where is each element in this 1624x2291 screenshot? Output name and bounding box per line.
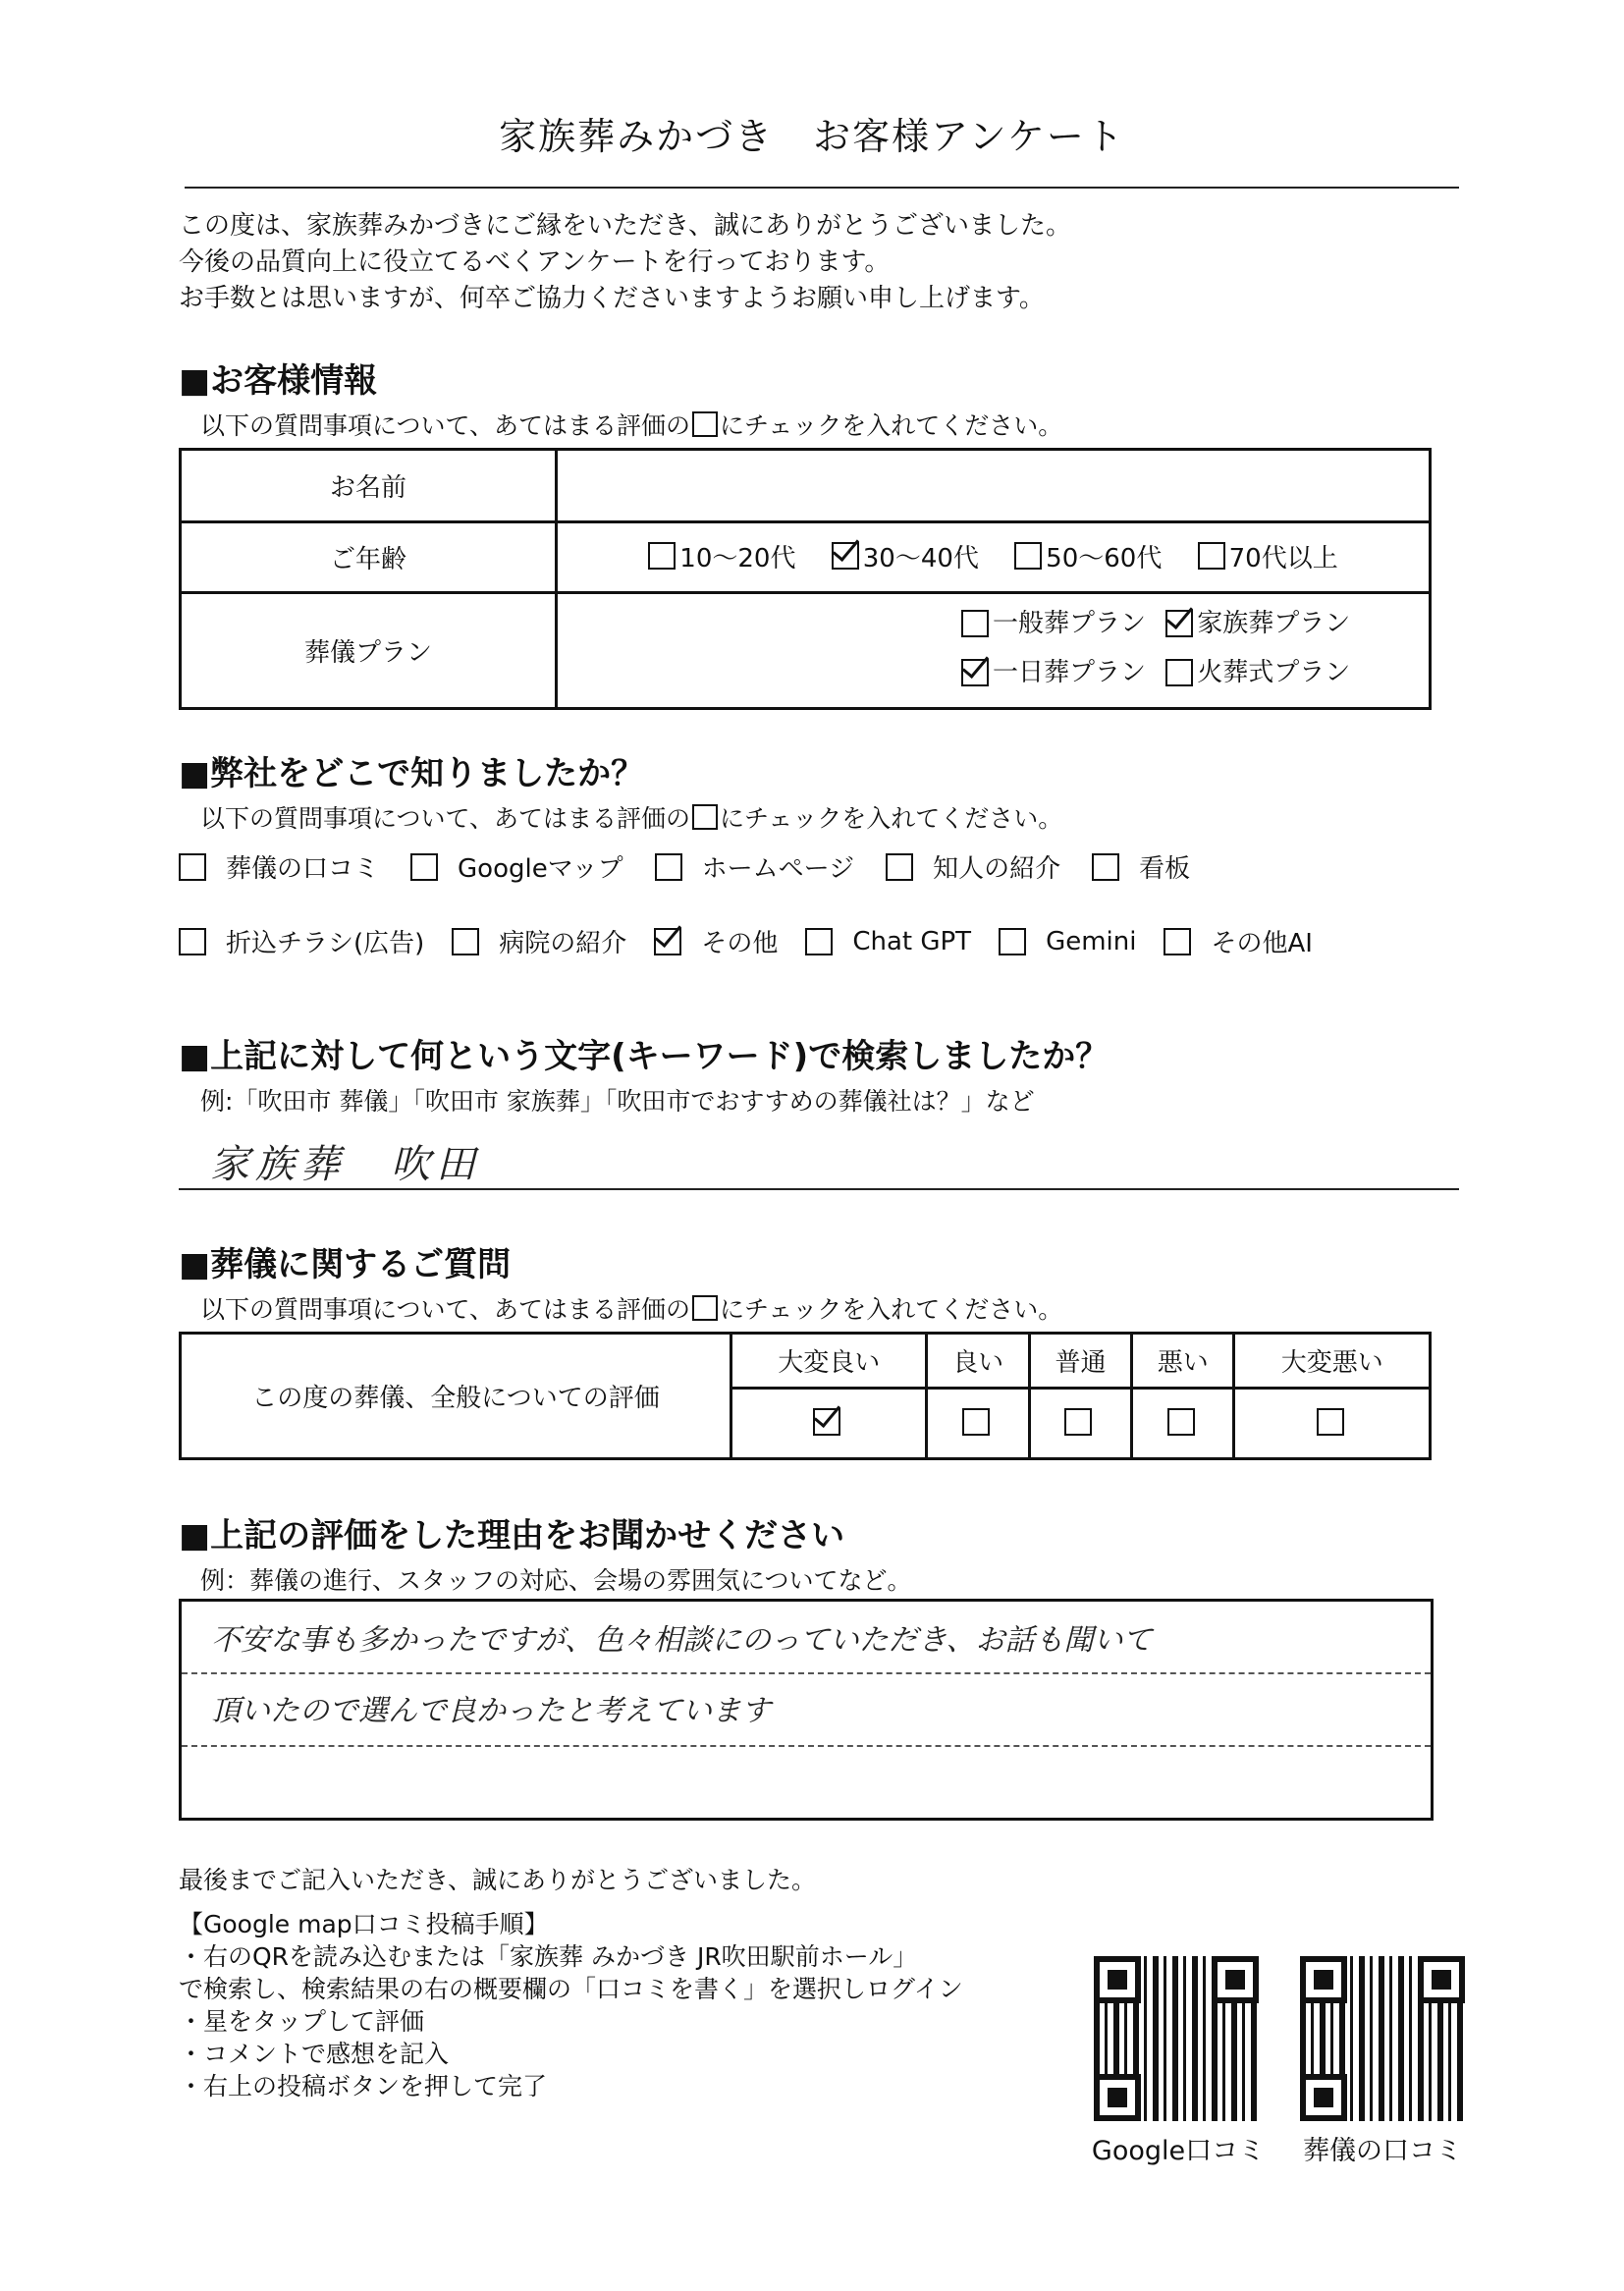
checkbox-icon[interactable] bbox=[805, 928, 833, 955]
customer-info-table bbox=[179, 448, 1432, 710]
checkbox-icon[interactable] bbox=[1014, 542, 1042, 570]
source-option-gemini[interactable] bbox=[999, 923, 1136, 959]
rating-col-average: 普通 bbox=[1029, 1334, 1131, 1389]
option-label: 50～60代 bbox=[1046, 543, 1163, 573]
reason-example: 例：葬儀の進行、スタッフの対応、会場の雰囲気についてなど。 bbox=[200, 1566, 912, 1595]
reason-handwritten-line-2: 頂いたので選んで良かったと考えています bbox=[211, 1694, 771, 1728]
rating-question: この度の葬儀、全般についての評価 bbox=[181, 1334, 731, 1459]
source-option-signboard[interactable] bbox=[1092, 848, 1190, 885]
rating-cell-average bbox=[1029, 1389, 1131, 1459]
checkbox-checked-icon[interactable] bbox=[813, 1408, 840, 1436]
checkbox-icon[interactable] bbox=[179, 853, 206, 881]
source-option-reviews[interactable] bbox=[179, 848, 379, 885]
instruction-text: 以下の質問事項について、あてはまる評価の bbox=[200, 804, 691, 833]
plan-label: 葬儀プラン bbox=[181, 593, 557, 709]
checkbox-icon[interactable] bbox=[999, 928, 1026, 955]
name-field[interactable] bbox=[557, 450, 1431, 522]
option-label: 一般葬プラン bbox=[993, 608, 1147, 638]
name-label: お名前 bbox=[181, 450, 557, 522]
checkbox-sample-icon bbox=[692, 804, 718, 830]
checkbox-checked-icon[interactable] bbox=[832, 542, 859, 570]
customer-info-instruction bbox=[200, 407, 1062, 442]
checkbox-sample-icon bbox=[692, 1295, 718, 1321]
rating-cell-good bbox=[927, 1389, 1029, 1459]
option-label: 10～20代 bbox=[679, 543, 796, 573]
plan-option-family[interactable] bbox=[1165, 602, 1350, 645]
source-option-hospital[interactable] bbox=[452, 923, 626, 959]
rating-col-very-good: 大変良い bbox=[731, 1334, 927, 1389]
rating-cell-very-bad bbox=[1234, 1389, 1431, 1459]
rating-heading: ■葬儀に関するご質問 bbox=[179, 1245, 512, 1284]
checkbox-icon[interactable] bbox=[962, 1408, 990, 1436]
checkbox-checked-icon[interactable] bbox=[1165, 610, 1193, 637]
checkbox-checked-icon[interactable] bbox=[961, 659, 989, 686]
option-label: 看板 bbox=[1139, 854, 1191, 884]
source-heading: ■弊社をどこで知りましたか？ bbox=[179, 754, 645, 793]
page-title: 家族葬みかづき お客様アンケート bbox=[499, 115, 1125, 158]
checkbox-icon[interactable] bbox=[410, 853, 438, 881]
footer-text bbox=[179, 1864, 963, 2102]
option-label: 70代以上 bbox=[1228, 543, 1338, 573]
reason-answer-box[interactable] bbox=[179, 1599, 1434, 1821]
intro-line-1: この度は、家族葬みかづきにご縁をいただき、誠にありがとうございました。 bbox=[179, 211, 1071, 241]
keyword-handwritten-answer[interactable]: 家族葬 吹田 bbox=[210, 1142, 481, 1187]
option-label: 火葬式プラン bbox=[1197, 657, 1351, 687]
checkbox-sample-icon bbox=[692, 411, 718, 437]
guide-title: 【Google map口コミ投稿手順】 bbox=[179, 1910, 549, 1938]
checkbox-icon[interactable] bbox=[1165, 659, 1193, 686]
plan-option-cremation[interactable] bbox=[1165, 651, 1350, 694]
plan-option-general[interactable] bbox=[961, 602, 1158, 645]
age-options bbox=[557, 522, 1431, 593]
rating-col-bad: 悪い bbox=[1132, 1334, 1234, 1389]
customer-info-heading: ■お客様情報 bbox=[179, 361, 378, 401]
instruction-text: にチェックを入れてください。 bbox=[720, 804, 1063, 833]
source-option-referral[interactable] bbox=[886, 848, 1060, 885]
reason-handwritten-line-1: 不安な事も多かったですが、色々相談にのっていただき、お話も聞いて bbox=[211, 1623, 1153, 1658]
checkbox-icon[interactable] bbox=[1064, 1408, 1092, 1436]
plan-options bbox=[557, 593, 1431, 709]
rating-col-very-bad: 大変悪い bbox=[1234, 1334, 1431, 1389]
source-option-other[interactable] bbox=[654, 923, 778, 959]
guide-step-4: ・右上の投稿ボタンを押して完了 bbox=[179, 2072, 548, 2100]
age-label: ご年齢 bbox=[181, 522, 557, 593]
option-label: Chat GPT bbox=[852, 926, 972, 956]
google-review-qr-label: Google口コミ bbox=[1091, 2136, 1266, 2166]
instruction-text: 以下の質問事項について、あてはまる評価の bbox=[200, 1295, 691, 1324]
option-label: 30～40代 bbox=[862, 543, 979, 573]
source-option-homepage[interactable] bbox=[655, 848, 854, 885]
plan-option-one-day[interactable] bbox=[961, 651, 1158, 694]
option-label: 一日葬プラン bbox=[993, 657, 1147, 687]
source-option-chatgpt[interactable] bbox=[805, 923, 971, 959]
option-label: その他 bbox=[701, 929, 779, 958]
option-label: 病院の紹介 bbox=[499, 929, 627, 958]
option-label: 家族葬プラン bbox=[1197, 608, 1351, 638]
option-label: Googleマップ bbox=[458, 854, 623, 884]
age-option-30-40[interactable] bbox=[832, 538, 979, 574]
instruction-text: にチェックを入れてください。 bbox=[720, 411, 1063, 440]
checkbox-icon[interactable] bbox=[1167, 1408, 1195, 1436]
age-option-70-plus[interactable] bbox=[1198, 538, 1338, 574]
guide-step-1: ・右のQRを読み込むまたは「家族葬 みかづき JR吹田駅前ホール」 bbox=[179, 1942, 918, 1971]
rating-cell-bad bbox=[1132, 1389, 1234, 1459]
checkbox-icon[interactable] bbox=[179, 928, 206, 955]
funeral-review-qr-label: 葬儀の口コミ bbox=[1303, 2136, 1462, 2166]
source-options-row-2 bbox=[179, 923, 1313, 959]
instruction-text: にチェックを入れてください。 bbox=[720, 1295, 1063, 1324]
option-label: Gemini bbox=[1046, 926, 1137, 956]
guide-step-2: ・星をタップして評価 bbox=[179, 2007, 425, 2036]
checkbox-icon[interactable] bbox=[1164, 928, 1191, 955]
checkbox-icon[interactable] bbox=[655, 853, 682, 881]
keyword-answer-line bbox=[179, 1188, 1459, 1190]
keyword-heading: ■上記に対して何という文字(キーワード)で検索しましたか？ bbox=[179, 1037, 1110, 1076]
option-label: ホームページ bbox=[701, 854, 855, 884]
keyword-example: 例:「吹田市 葬儀」「吹田市 家族葬」「吹田市でおすすめの葬儀社は？」など bbox=[200, 1087, 1035, 1116]
source-option-flyer[interactable] bbox=[179, 923, 424, 959]
source-options-row-1 bbox=[179, 848, 1190, 885]
funeral-review-qr-icon[interactable] bbox=[1300, 1956, 1465, 2121]
option-label: その他AI bbox=[1211, 929, 1313, 958]
guide-step-3: ・コメントで感想を記入 bbox=[179, 2040, 450, 2068]
google-review-qr-icon[interactable] bbox=[1094, 1956, 1259, 2121]
reason-heading: ■上記の評価をした理由をお聞かせください bbox=[179, 1516, 845, 1555]
option-label: 知人の紹介 bbox=[933, 854, 1061, 884]
checkbox-icon[interactable] bbox=[1198, 542, 1225, 570]
rating-table bbox=[179, 1332, 1432, 1460]
option-label: 葬儀の口コミ bbox=[226, 854, 380, 884]
footer-thanks: 最後までご記入いただき、誠にありがとうございました。 bbox=[179, 1866, 817, 1894]
reason-dashed-line bbox=[182, 1745, 1431, 1747]
source-instruction bbox=[200, 799, 1062, 835]
guide-step-1b: で検索し、検索結果の右の概要欄の「口コミを書く」を選択しログイン bbox=[179, 1975, 963, 2003]
rating-cell-very-good bbox=[731, 1389, 927, 1459]
checkbox-icon[interactable] bbox=[1092, 853, 1119, 881]
checkbox-icon[interactable] bbox=[886, 853, 913, 881]
source-option-other-ai[interactable] bbox=[1164, 923, 1312, 959]
age-option-50-60[interactable] bbox=[1014, 538, 1162, 574]
rating-instruction bbox=[200, 1290, 1062, 1326]
checkbox-icon[interactable] bbox=[452, 928, 479, 955]
rating-col-good: 良い bbox=[927, 1334, 1029, 1389]
checkbox-checked-icon[interactable] bbox=[654, 928, 681, 955]
intro-line-2: 今後の品質向上に役立てるべくアンケートを行っております。 bbox=[179, 247, 891, 277]
source-option-google-maps[interactable] bbox=[410, 848, 623, 885]
checkbox-icon[interactable] bbox=[648, 542, 676, 570]
instruction-text: 以下の質問事項について、あてはまる評価の bbox=[200, 411, 691, 440]
intro-line-3: お手数とは思いますが、何卒ご協力くださいますようお願い申し上げます。 bbox=[179, 284, 1045, 313]
option-label: 折込チラシ(広告) bbox=[226, 929, 425, 958]
reason-dashed-line bbox=[182, 1672, 1431, 1674]
title-divider bbox=[185, 187, 1459, 189]
checkbox-icon[interactable] bbox=[961, 610, 989, 637]
checkbox-icon[interactable] bbox=[1317, 1408, 1344, 1436]
intro-text bbox=[179, 208, 1071, 317]
age-option-10-20[interactable] bbox=[648, 538, 795, 574]
